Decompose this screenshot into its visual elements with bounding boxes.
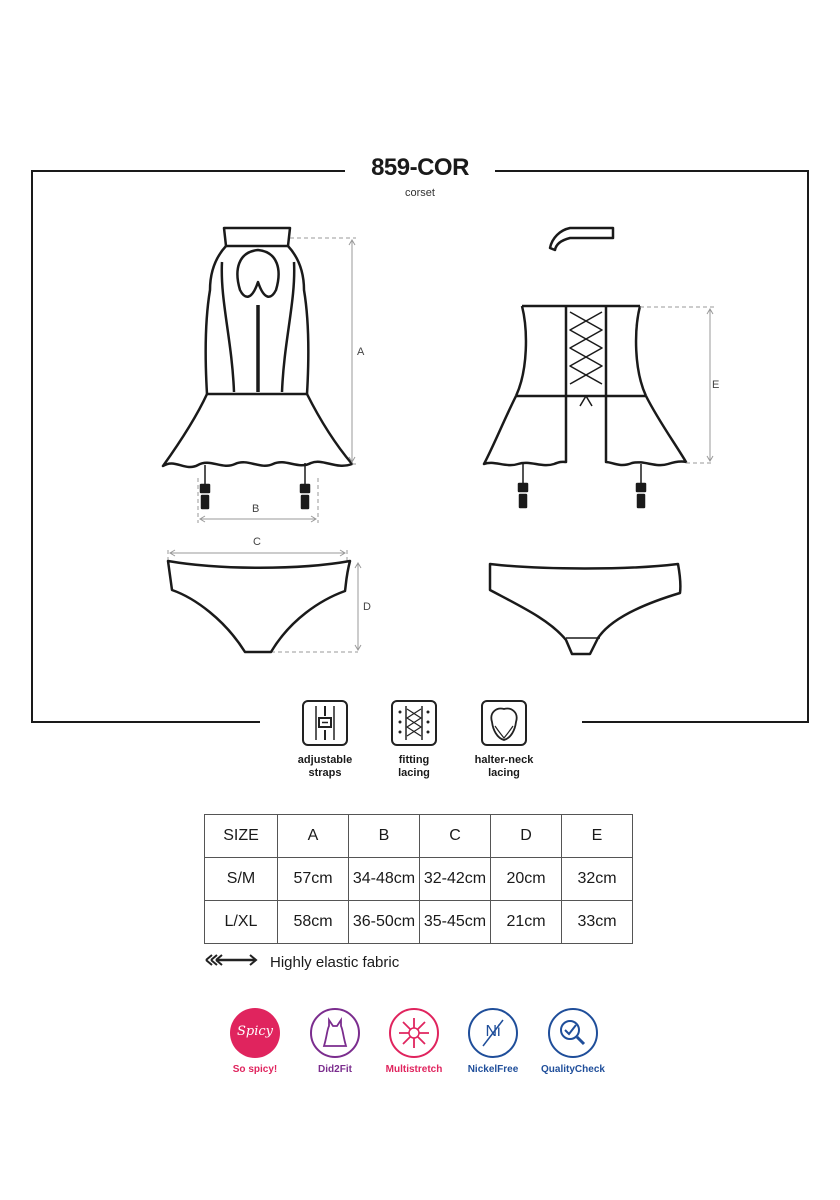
nickel-free-icon [468,1008,518,1058]
feature-label: halter-neck lacing [474,754,534,779]
dimension-label-c: C [253,536,261,548]
elastic-arrow-icon [204,953,260,971]
adjustable-straps-icon [302,700,348,746]
fabric-note [204,953,399,971]
corset-front-drawing [163,228,352,508]
product-title: 859-COR [371,154,469,181]
frame-right [495,171,808,722]
multistretch-icon [389,1008,439,1058]
table-header-cell: B [349,815,420,858]
badge-label: NickelFree [467,1064,519,1075]
product-subtitle: corset [405,187,435,199]
feature-halter-neck-lacing [449,700,559,780]
corset-back-drawing [484,228,686,507]
table-cell: 36-50cm [349,901,420,944]
frame-left [32,171,345,722]
badge-quality-check [533,1008,613,1075]
table-row [205,901,633,944]
feature-label: fitting lacing [398,754,430,779]
table-header-cell: A [278,815,349,858]
nickel-icon-text: Ni [485,1023,501,1040]
badge-label: Multistretch [385,1064,443,1075]
table-cell: 35-45cm [420,901,491,944]
table-cell: 57cm [278,858,349,901]
table-cell: S/M [205,858,278,901]
table-cell: L/XL [205,901,278,944]
table-header-row [205,815,633,858]
table-cell: 32cm [562,858,633,901]
badge-label: So spicy! [232,1064,278,1075]
table-header-cell: SIZE [205,815,278,858]
table-header-cell: E [562,815,633,858]
dimension-label-a: A [357,346,365,358]
panty-back-drawing [490,564,680,654]
spicy-icon-text: Spicy [236,1024,273,1039]
table-cell: 32-42cm [420,858,491,901]
fitting-lacing-icon [391,700,437,746]
dress-icon [310,1008,360,1058]
badge-multistretch [374,1008,454,1075]
fabric-note-text: Highly elastic fabric [270,953,400,971]
table-cell: 20cm [491,858,562,901]
halter-neck-lacing-icon [481,700,527,746]
quality-check-icon [548,1008,598,1058]
table-cell: 58cm [278,901,349,944]
table-header-cell: C [420,815,491,858]
badge-label: Did2Fit [318,1064,352,1075]
table-header-cell: D [491,815,562,858]
panty-front-drawing [168,561,350,652]
table-row [205,858,633,901]
dimension-label-d: D [363,601,371,613]
table-cell: 34-48cm [349,858,420,901]
badge-did2fit [295,1008,375,1075]
table-cell: 33cm [562,901,633,944]
feature-label: adjustable straps [297,754,353,779]
table-cell: 21cm [491,901,562,944]
badge-label: QualityCheck [541,1064,605,1075]
badge-nickel-free [453,1008,533,1075]
badge-so-spicy [215,1008,295,1075]
dimension-label-b: B [252,503,260,515]
dimension-label-e: E [712,379,720,391]
spicy-icon [230,1008,280,1058]
size-table [204,814,633,944]
